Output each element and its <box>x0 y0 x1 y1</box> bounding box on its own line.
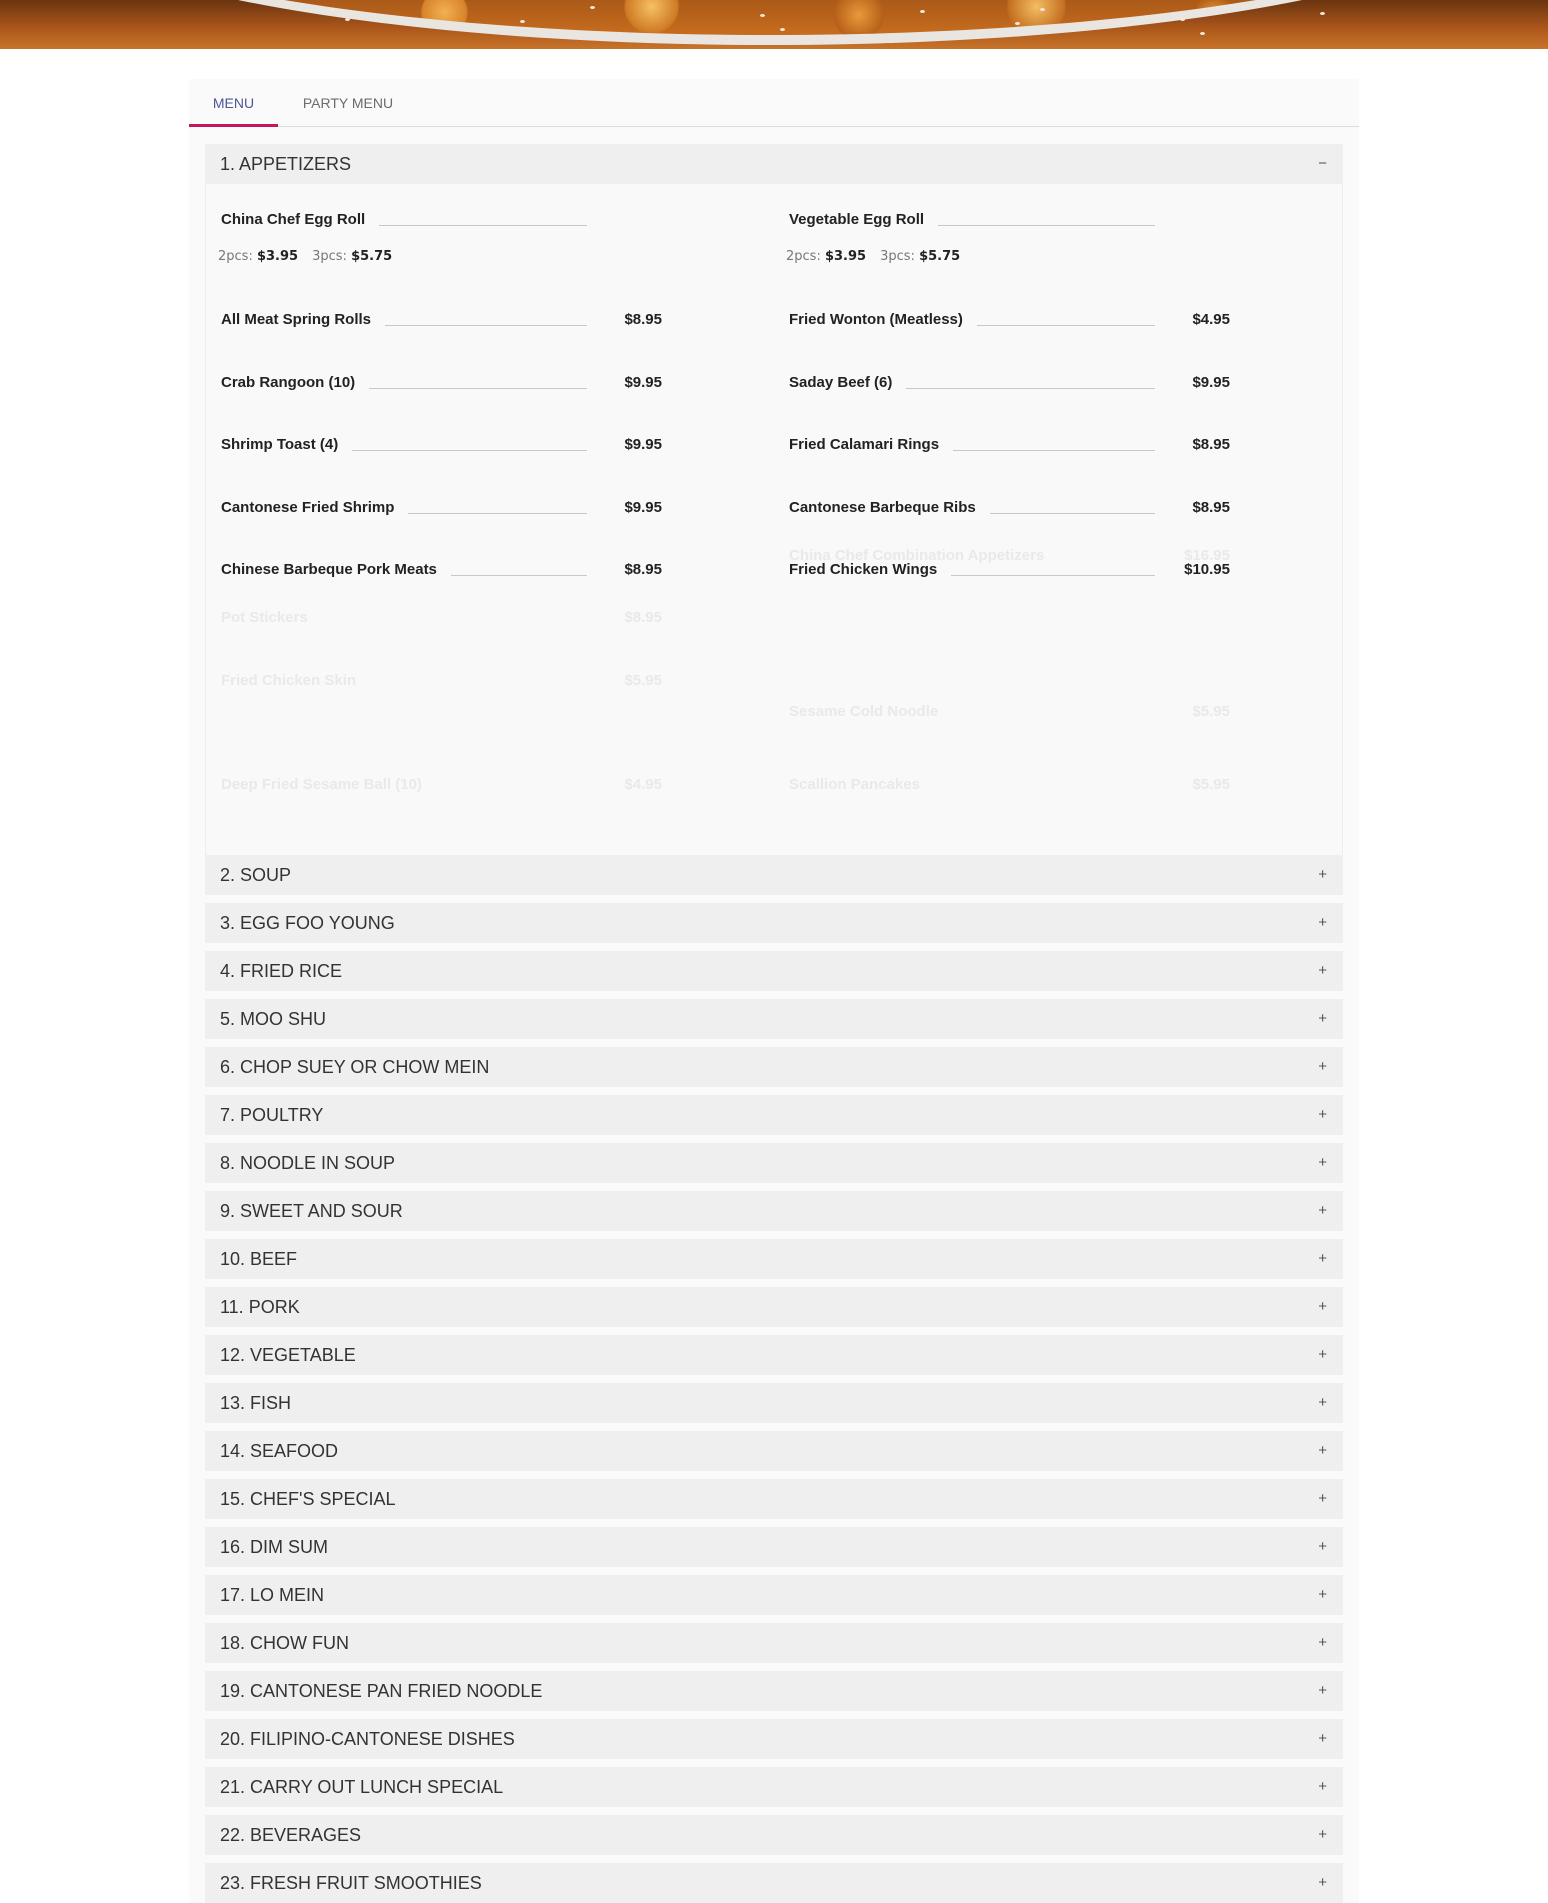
menu-item-name[interactable]: Vegetable Egg Roll <box>789 210 938 230</box>
faded-menu-item-name: Pot Stickers <box>221 609 308 626</box>
section-header[interactable] <box>205 1095 1343 1135</box>
sesame-seed <box>760 14 765 17</box>
section-title: 3. EGG FOO YOUNG <box>220 913 395 933</box>
section-header[interactable] <box>205 1239 1343 1279</box>
expand-icon[interactable]: + <box>1318 1490 1327 1507</box>
expand-icon[interactable]: + <box>1318 1106 1327 1123</box>
menu-item-name[interactable]: Cantonese Barbeque Ribs <box>789 498 990 518</box>
expand-icon[interactable]: + <box>1318 1298 1327 1315</box>
size-price: $5.75 <box>919 249 961 264</box>
menu-item-price: $4.95 <box>1192 311 1230 328</box>
faded-menu-item-name: Fried Chicken Skin <box>221 672 357 689</box>
sesame-seed <box>1040 8 1045 11</box>
section-header[interactable] <box>205 1767 1343 1807</box>
expand-icon[interactable]: + <box>1318 1394 1327 1411</box>
section-title: 9. SWEET AND SOUR <box>220 1201 403 1221</box>
expand-icon[interactable]: + <box>1318 1010 1327 1027</box>
section-title: 14. SEAFOOD <box>220 1441 339 1461</box>
expand-icon[interactable]: + <box>1318 1874 1327 1891</box>
section-title: 10. BEEF <box>220 1249 298 1269</box>
appetizers-item-list <box>205 184 1343 856</box>
faded-menu-item-price: $5.95 <box>1192 776 1230 793</box>
faded-menu-item-name: Sesame Cold Noodle <box>789 703 939 720</box>
menu-item-name[interactable]: China Chef Egg Roll <box>221 210 379 230</box>
section-title: 19. CANTONESE PAN FRIED NOODLE <box>220 1681 543 1701</box>
expand-icon[interactable]: + <box>1318 1826 1327 1843</box>
size-price: $3.95 <box>256 249 299 264</box>
menu-item-price: $9.95 <box>624 374 662 391</box>
section-title: 20. FILIPINO-CANTONESE DISHES <box>220 1729 515 1749</box>
section-header[interactable] <box>205 1623 1343 1663</box>
menu-item-name[interactable]: Crab Rangoon (10) <box>221 373 369 393</box>
sesame-seed <box>1320 12 1325 15</box>
expand-icon[interactable]: + <box>1318 1682 1327 1699</box>
size-label: 2pcs: <box>786 249 825 264</box>
section-header[interactable] <box>205 1431 1343 1471</box>
sesame-seed <box>345 18 350 21</box>
faded-menu-item-price: $8.95 <box>624 609 662 626</box>
menu-item-price: $8.95 <box>624 311 662 328</box>
section-title: 6. CHOP SUEY OR CHOW MEIN <box>220 1057 490 1077</box>
sesame-seed <box>1180 18 1185 21</box>
section-header[interactable] <box>205 1047 1343 1087</box>
section-title: 8. NOODLE IN SOUP <box>220 1153 396 1173</box>
expand-icon[interactable]: + <box>1318 1202 1327 1219</box>
sesame-seed <box>920 10 925 13</box>
section-title: 12. VEGETABLE <box>220 1345 356 1365</box>
expand-icon[interactable]: + <box>1318 914 1327 931</box>
section-title: 16. DIM SUM <box>220 1537 329 1557</box>
faded-menu-item-price: $4.95 <box>624 776 662 793</box>
size-label: 2pcs: <box>218 249 257 264</box>
faded-menu-item-price: $16.95 <box>1184 547 1230 564</box>
menu-item-price: $9.95 <box>1192 374 1230 391</box>
faded-menu-item-name: Scallion Pancakes <box>789 776 920 793</box>
menu-item-name[interactable]: Fried Calamari Rings <box>789 435 953 455</box>
hero-food-image <box>0 0 1548 49</box>
sesame-seed <box>520 20 525 23</box>
size-price-row <box>786 247 960 267</box>
size-label: 3pcs: <box>880 249 920 264</box>
section-header[interactable] <box>205 1479 1343 1519</box>
sesame-seed <box>590 6 595 9</box>
menu-item-name[interactable]: Chinese Barbeque Pork Meats <box>221 560 451 580</box>
size-price: $5.75 <box>351 249 393 264</box>
menu-item-name[interactable]: All Meat Spring Rolls <box>221 310 385 330</box>
section-title: 23. FRESH FRUIT SMOOTHIES <box>220 1873 482 1893</box>
section-header[interactable] <box>205 1335 1343 1375</box>
expand-icon[interactable]: + <box>1318 866 1327 883</box>
menu-container <box>189 79 1359 1903</box>
section-header[interactable] <box>205 855 1343 895</box>
section-header[interactable] <box>205 999 1343 1039</box>
section-title: 4. FRIED RICE <box>220 961 343 981</box>
expand-icon[interactable]: + <box>1318 1538 1327 1555</box>
expand-icon[interactable]: + <box>1318 1058 1327 1075</box>
expand-icon[interactable]: + <box>1318 962 1327 979</box>
sesame-seed <box>330 8 335 11</box>
tab-menu[interactable]: MENU <box>189 79 278 127</box>
menu-item-name[interactable]: Fried Wonton (Meatless) <box>789 310 977 330</box>
size-price: $3.95 <box>824 249 867 264</box>
faded-menu-item-price: $5.95 <box>624 672 662 689</box>
section-title: 17. LO MEIN <box>220 1585 325 1605</box>
expand-icon[interactable]: + <box>1318 1634 1327 1651</box>
menu-item-price: $8.95 <box>624 561 662 578</box>
menu-item-name[interactable]: Cantonese Fried Shrimp <box>221 498 408 518</box>
menu-item-price: $8.95 <box>1192 499 1230 516</box>
section-header[interactable] <box>205 1671 1343 1711</box>
size-label: 3pcs: <box>312 249 352 264</box>
menu-item-price: $9.95 <box>624 436 662 453</box>
faded-menu-item-price: $5.95 <box>1192 703 1230 720</box>
menu-item-name[interactable]: Shrimp Toast (4) <box>221 435 352 455</box>
sesame-seed <box>780 28 785 31</box>
expand-icon[interactable]: + <box>1318 1778 1327 1795</box>
section-header[interactable] <box>205 1191 1343 1231</box>
section-header[interactable] <box>205 1527 1343 1567</box>
section-header[interactable] <box>205 1719 1343 1759</box>
section-title: 18. CHOW FUN <box>220 1633 350 1653</box>
expand-icon[interactable]: + <box>1318 1442 1327 1459</box>
food-plate-image <box>20 0 1520 45</box>
section-title: 21. CARRY OUT LUNCH SPECIAL <box>220 1777 504 1797</box>
expand-icon[interactable]: + <box>1318 1730 1327 1747</box>
faded-menu-item-name: Deep Fried Sesame Ball (10) <box>221 776 422 793</box>
section-title: 1. APPETIZERS <box>220 154 352 174</box>
section-title: 2. SOUP <box>220 865 292 885</box>
expand-icon[interactable]: + <box>1318 1346 1327 1363</box>
section-title: 15. CHEF'S SPECIAL <box>220 1489 396 1509</box>
tab-party-menu[interactable]: PARTY MENU <box>302 95 394 111</box>
menu-item-price: $8.95 <box>1192 436 1230 453</box>
section-title: 13. FISH <box>220 1393 292 1413</box>
menu-tabs <box>189 79 1359 127</box>
section-header[interactable] <box>205 1863 1343 1903</box>
section-header-appetizers[interactable] <box>205 144 1343 184</box>
section-header[interactable] <box>205 1383 1343 1423</box>
section-header[interactable] <box>205 1143 1343 1183</box>
collapse-icon[interactable]: − <box>1318 155 1327 172</box>
section-title: 11. PORK <box>220 1297 300 1317</box>
section-header[interactable] <box>205 1575 1343 1615</box>
section-title: 7. POULTRY <box>220 1105 324 1125</box>
section-title: 5. MOO SHU <box>220 1009 327 1029</box>
faded-menu-item-name: China Chef Combination Appetizers <box>789 547 1045 564</box>
expand-icon[interactable]: + <box>1318 1154 1327 1171</box>
menu-item-price: $10.95 <box>1184 561 1230 578</box>
menu-item-price: $9.95 <box>624 499 662 516</box>
section-header[interactable] <box>205 903 1343 943</box>
menu-item-name[interactable]: Fried Chicken Wings <box>789 560 951 580</box>
menu-item-name[interactable]: Saday Beef (6) <box>789 373 906 393</box>
section-header[interactable] <box>205 1815 1343 1855</box>
section-header[interactable] <box>205 1287 1343 1327</box>
section-title: 22. BEVERAGES <box>220 1825 362 1845</box>
expand-icon[interactable]: + <box>1318 1586 1327 1603</box>
sesame-seed <box>1015 22 1020 25</box>
section-header[interactable] <box>205 951 1343 991</box>
expand-icon[interactable]: + <box>1318 1250 1327 1267</box>
sesame-seed <box>1200 32 1205 35</box>
size-price-row <box>218 247 392 267</box>
